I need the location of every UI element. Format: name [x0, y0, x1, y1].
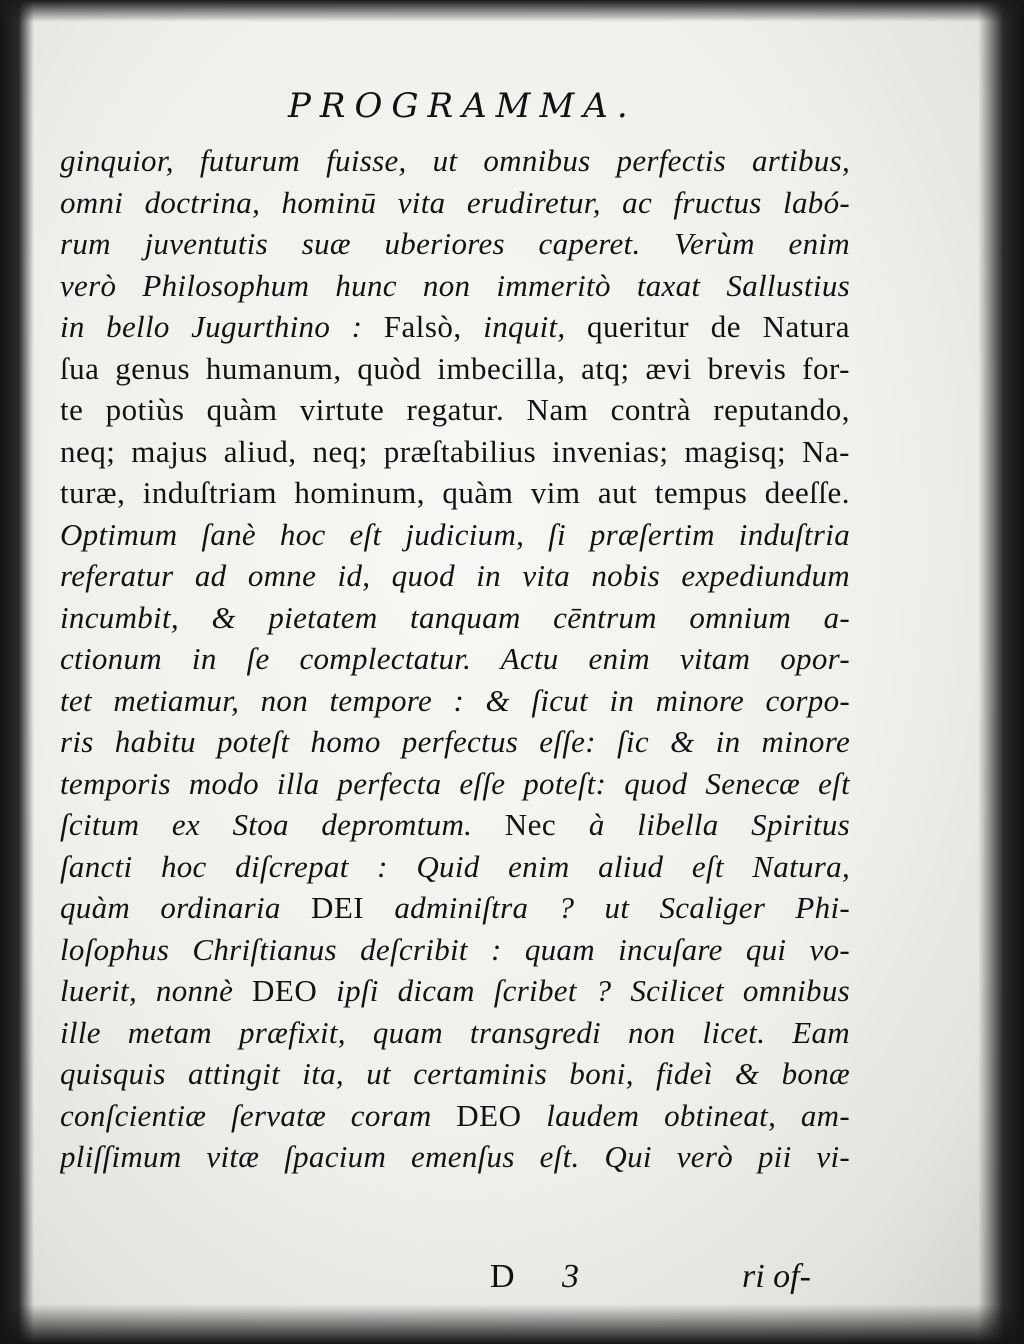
- text-line: quisquis attingit ita, ut certaminis boni, fideì & bonæ: [60, 1056, 850, 1091]
- text-run: luerit, nonnè: [60, 973, 253, 1008]
- text-run: DEI: [310, 890, 365, 925]
- text-line: [60, 307, 850, 347]
- text-line: turæ, induſtriam hominum, quàm vim aut tempus deeſſe.: [60, 475, 850, 510]
- text-line: ginquior, futurum fuisse, ut omnibus perfectis artibus,: [60, 143, 850, 178]
- text-line: omni doctrina, hominū vita erudiretur, ac fructus labó-: [60, 184, 850, 220]
- text-line: ſancti hoc diſcrepat : Quid enim aliud eſt Natura,: [60, 848, 850, 884]
- text-line: incumbit, & pietatem tanquam cēntrum omnium a-: [60, 599, 850, 635]
- text-line: te potiùs quàm virtute regatur. Nam contrà reputando,: [60, 392, 850, 427]
- text-line: pliſſimum vitæ ſpacium emenſus eſt. Qui verò pii vi-: [60, 1139, 850, 1174]
- page-shadow-left: [0, 0, 34, 1344]
- text-line: ille metam præfixit, quam transgredi non licet. Eam: [60, 1014, 850, 1050]
- text-run: ipſi dicam ſcribet ? Scilicet omnibus: [317, 973, 850, 1008]
- text-run: Nec: [504, 807, 589, 842]
- text-line: loſophus Chriſtianus deſcribit : quam incuſare qui vo-: [60, 931, 850, 967]
- page-shadow-bottom: [0, 1304, 1024, 1344]
- text-line: tet metiamur, non tempore : & ſicut in minore corpo-: [60, 682, 850, 718]
- text-run: in bello Jugurthino :: [60, 309, 384, 344]
- text-run: laudem obtineat, am-: [521, 1097, 850, 1133]
- text-line: ctionum in ſe complectatur. Actu enim vitam opor-: [60, 641, 850, 676]
- text-run: adminiſtra ? ut Scaliger Phi-: [364, 890, 850, 925]
- text-line: verò Philosophum hunc non immeritò taxat Sallustius: [60, 267, 850, 303]
- text-run: quàm ordinaria: [60, 890, 311, 925]
- text-line: [60, 805, 850, 845]
- catchword: ri of-: [742, 1258, 811, 1295]
- text-line: ris habitu poteſt homo perfectus eſſe: ſic & in minore: [60, 724, 850, 759]
- text-line: ſua genus humanum, quòd imbecilla, atq; ævi brevis for-: [60, 350, 850, 386]
- text-line: neq; majus aliud, neq; præſtabilius invenias; magisq; Na-: [60, 433, 850, 469]
- signature-number: 3: [562, 1258, 579, 1295]
- text-run: Falsò,: [383, 309, 484, 344]
- text-run: ſcitum ex Stoa depromtum.: [60, 807, 505, 842]
- running-head: PROGRAMMA.: [288, 86, 637, 126]
- text-run: conſcientiæ ſervatæ coram: [60, 1097, 457, 1133]
- text-line: temporis modo illa perfecta eſſe poteſt: quod Senecæ eſt: [60, 765, 850, 801]
- text-run: DEO: [252, 973, 318, 1008]
- signature-letter: D: [490, 1258, 515, 1295]
- text-run: queritur de Natura: [586, 309, 850, 344]
- text-line: referatur ad omne id, quod in vita nobis expediundum: [60, 558, 850, 593]
- text-line: [60, 888, 850, 928]
- text-line: [60, 1096, 850, 1136]
- text-line: Optimum ſanè hoc eſt judicium, ſi præſertim induſtria: [60, 516, 850, 552]
- text-run: à libella Spiritus: [588, 807, 850, 842]
- page-shadow-top: [0, 0, 1024, 22]
- text-line: rum juventutis suæ uberiores caperet. Verùm enim: [60, 226, 850, 261]
- text-line: [60, 971, 850, 1011]
- page-shadow-right: [978, 0, 1024, 1344]
- text-run: inquit,: [483, 309, 587, 344]
- text-run: DEO: [456, 1097, 522, 1133]
